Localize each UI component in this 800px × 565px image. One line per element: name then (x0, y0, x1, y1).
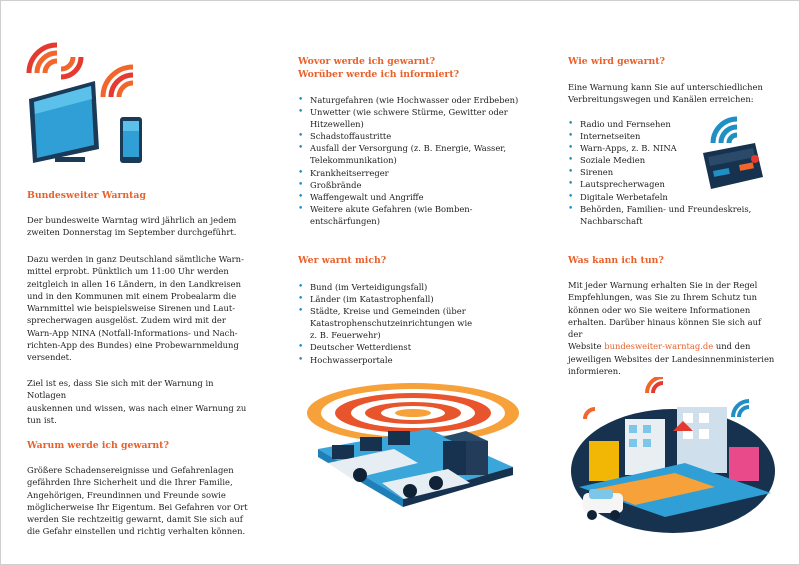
list-item: • Warn-Apps, z. B. NINA (568, 142, 778, 154)
list-item: • Deutscher Wetterdienst (298, 341, 530, 353)
list-item: • Ausfall der Versorgung (z. B. Energie, Wasser, Telekommunikation) (298, 142, 530, 166)
list-item: • Länder (im Katastrophenfall) (298, 293, 530, 305)
phone-signal-icon (103, 67, 133, 97)
list-item: • Städte, Kreise und Gemeinden (über Katastrophenschutzeinrichtungen wie z. B. Feuerwehr) (298, 305, 530, 341)
phone-icon (120, 117, 142, 163)
section-title-wer: Wer warnt mich? (298, 255, 387, 266)
city-warning-illustration (565, 377, 779, 537)
list-gefahren (298, 94, 530, 227)
paragraph-was-tun: Mit jeder Warnung erhalten Sie in der Regel Empfehlungen, was Sie zu Ihrem Schutz tun können oder wo Sie weitere Informationen erhalten. Darüber hinaus können Sie sich auf der Website bundesweiter-warntag.de und den jeweiligen Websites der Landesinnenministerien informieren. (568, 280, 775, 377)
list-item: • Waffengewalt und Angriffe (298, 191, 530, 203)
list-item: • Internetseiten (568, 130, 778, 142)
list-item: • Weitere akute Gefahren (wie Bomben- entschärfungen) (298, 203, 530, 227)
paragraph-warntag-goal: Ziel ist es, dass Sie sich mit der Warnung in Notlagen auskennen und wissen, was nach einer Warnung zu tun ist. (27, 378, 247, 425)
section-title-wovor: Wovor werde ich gewarnt? Worüber werde ich informiert? (298, 56, 460, 80)
paragraph-warum: Größere Schadensereignisse und Gefahrenlagen gefährden Ihre Sicherheit und die Ihrer Familie, Angehörigen, Freundinnen und Freunde sowie möglicherweise Ihr Eigentum. Bei Gefahren vor Ort werden Sie rechtzeitig gewarnt, damit Sie sich auf die Gefahr einstellen und richtig verhalten können. (27, 465, 248, 537)
tv-phone-illustration (23, 39, 173, 175)
paragraph-warntag-intro: Der bundesweite Warntag wird jährlich an jedem zweiten Donnerstag im September durchgeführt. (27, 215, 237, 238)
tv-signal-icon (29, 45, 81, 77)
list-item: • Sirenen (568, 166, 778, 178)
list-item: • Soziale Medien (568, 154, 778, 166)
list-item: • Naturgefahren (wie Hochwasser oder Erdbeben) (298, 94, 530, 106)
list-item: • Digitale Werbetafeln (568, 191, 778, 203)
website-link[interactable]: bundesweiter-warntag.de (604, 341, 714, 352)
list-item: • Schadstoffaustritte (298, 130, 530, 142)
section-title-warum: Warum werde ich gewarnt? (27, 440, 169, 451)
list-item: • Hochwasserportale (298, 354, 530, 366)
list-item: • Großbrände (298, 179, 530, 191)
list-item: • Behörden, Familien- und Freundeskreis, Nachbarschaft (568, 203, 778, 227)
list-item: • Krankheitserreger (298, 167, 530, 179)
list-item: • Bund (im Verteidigungsfall) (298, 281, 530, 293)
tv-icon (29, 81, 99, 163)
list-item: • Unwetter (wie schwere Stürme, Gewitter oder Hitzewellen) (298, 106, 530, 130)
section-title-was-tun: Was kann ich tun? (568, 255, 664, 266)
list-item: • Lautsprecherwagen (568, 178, 778, 190)
control-room-illustration (298, 379, 528, 529)
paragraph-warntag-details: Dazu werden in ganz Deutschland sämtliche Warn- mittel erprobt. Pünktlich um 11:00 Uhr werden zeitgleich in allen 16 Ländern, in den Landkreisen und in den Kommunen mit einem Probealarm die Warnmittel wie beispielsweise Sirenen und Laut- sprecherwagen ausgelöst. Zudem wird mit der Warn-App NINA (Notfall-Informations- und Nach- richten-App des Bundes) eine Probewarnmeldung versendet. (27, 254, 244, 363)
section-title-warntag: Bundesweiter Warntag (27, 190, 146, 201)
server-rack-icon (443, 431, 488, 475)
list-kanaele (568, 118, 778, 227)
list-wer-warnt (298, 281, 530, 366)
list-item: • Radio und Fernsehen (568, 118, 778, 130)
paragraph-wie: Eine Warnung kann Sie auf unterschiedlichen Verbreitungswegen und Kanälen erreichen: (568, 82, 763, 105)
section-title-wie: Wie wird gewarnt? (568, 56, 665, 67)
